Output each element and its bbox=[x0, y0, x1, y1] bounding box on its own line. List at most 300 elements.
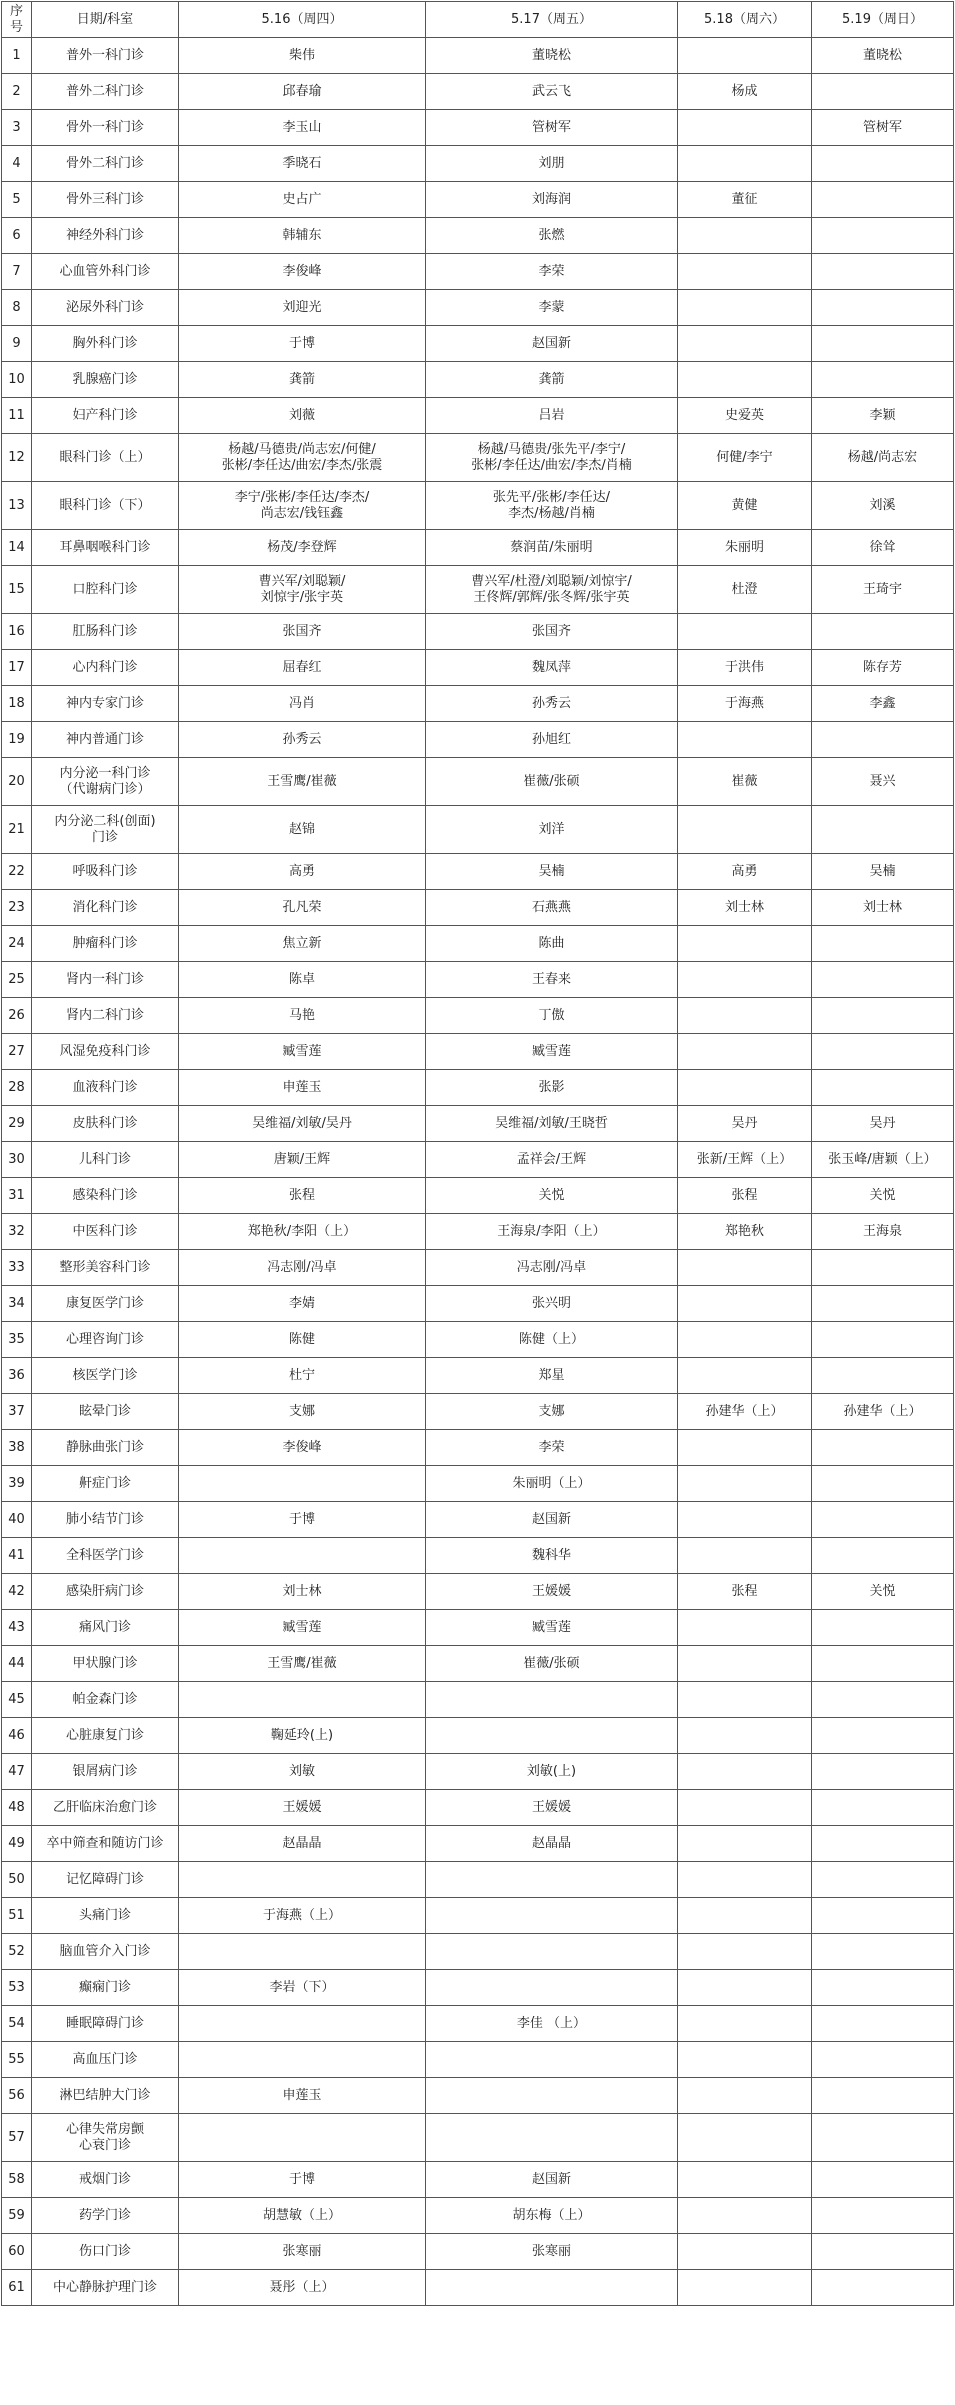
header-row bbox=[2, 2, 954, 38]
index-cell: 3 bbox=[2, 110, 32, 146]
index-cell: 59 bbox=[2, 2198, 32, 2234]
department-cell: 肛肠科门诊 bbox=[32, 614, 179, 650]
date-2-cell: 郑星 bbox=[426, 1358, 678, 1394]
date-1-cell bbox=[179, 1466, 426, 1502]
table-row bbox=[2, 2006, 954, 2042]
date-1-cell: 屈春红 bbox=[179, 650, 426, 686]
index-cell: 30 bbox=[2, 1142, 32, 1178]
index-cell: 1 bbox=[2, 38, 32, 74]
department-cell: 感染科门诊 bbox=[32, 1178, 179, 1214]
department-cell: 心血管外科门诊 bbox=[32, 254, 179, 290]
date-1-cell: 曹兴军/刘聪颖/ 刘惊宇/张宇英 bbox=[179, 566, 426, 614]
date-1-cell: 赵锦 bbox=[179, 806, 426, 854]
department-cell: 乙肝临床治愈门诊 bbox=[32, 1790, 179, 1826]
department-cell: 全科医学门诊 bbox=[32, 1538, 179, 1574]
date-1-cell bbox=[179, 1538, 426, 1574]
table-row bbox=[2, 218, 954, 254]
date-2-cell: 蔡润苗/朱丽明 bbox=[426, 530, 678, 566]
table-row bbox=[2, 182, 954, 218]
department-cell: 神经外科门诊 bbox=[32, 218, 179, 254]
schedule-body bbox=[2, 2, 954, 2306]
date-3-cell bbox=[678, 1754, 812, 1790]
date-4-cell: 董晓松 bbox=[812, 38, 954, 74]
date-1-cell: 张寒丽 bbox=[179, 2234, 426, 2270]
department-cell: 银屑病门诊 bbox=[32, 1754, 179, 1790]
date-4-cell: 孙建华（上） bbox=[812, 1394, 954, 1430]
table-row bbox=[2, 38, 954, 74]
date-3-cell bbox=[678, 1898, 812, 1934]
date-2-cell: 李荣 bbox=[426, 254, 678, 290]
date-3-cell bbox=[678, 998, 812, 1034]
index-cell: 32 bbox=[2, 1214, 32, 1250]
date-4-cell bbox=[812, 182, 954, 218]
department-cell: 内分泌二科(创面) 门诊 bbox=[32, 806, 179, 854]
date-2-cell bbox=[426, 1718, 678, 1754]
index-cell: 49 bbox=[2, 1826, 32, 1862]
date-3-cell: 杜澄 bbox=[678, 566, 812, 614]
department-cell: 骨外二科门诊 bbox=[32, 146, 179, 182]
date-2-cell: 丁傲 bbox=[426, 998, 678, 1034]
department-cell: 心内科门诊 bbox=[32, 650, 179, 686]
table-row bbox=[2, 1610, 954, 1646]
index-cell: 2 bbox=[2, 74, 32, 110]
index-cell: 16 bbox=[2, 614, 32, 650]
table-row bbox=[2, 1142, 954, 1178]
date-2-cell: 崔薇/张硕 bbox=[426, 1646, 678, 1682]
date-3-cell bbox=[678, 2234, 812, 2270]
date-1-cell: 杜宁 bbox=[179, 1358, 426, 1394]
header-cell-date-1: 5.16（周四） bbox=[179, 2, 426, 38]
table-row bbox=[2, 1070, 954, 1106]
date-1-cell: 焦立新 bbox=[179, 926, 426, 962]
date-2-cell: 王春来 bbox=[426, 962, 678, 998]
index-cell: 36 bbox=[2, 1358, 32, 1394]
date-1-cell: 邱春瑜 bbox=[179, 74, 426, 110]
index-cell: 31 bbox=[2, 1178, 32, 1214]
table-row bbox=[2, 1682, 954, 1718]
table-row bbox=[2, 962, 954, 998]
index-cell: 45 bbox=[2, 1682, 32, 1718]
date-2-cell: 孙秀云 bbox=[426, 686, 678, 722]
table-row bbox=[2, 2162, 954, 2198]
index-cell: 9 bbox=[2, 326, 32, 362]
date-3-cell bbox=[678, 806, 812, 854]
date-4-cell: 徐耸 bbox=[812, 530, 954, 566]
date-1-cell: 支娜 bbox=[179, 1394, 426, 1430]
date-3-cell: 高勇 bbox=[678, 854, 812, 890]
department-cell: 帕金森门诊 bbox=[32, 1682, 179, 1718]
date-3-cell bbox=[678, 1790, 812, 1826]
table-row bbox=[2, 1214, 954, 1250]
department-cell: 肺小结节门诊 bbox=[32, 1502, 179, 1538]
date-2-cell bbox=[426, 2270, 678, 2306]
department-cell: 癫痫门诊 bbox=[32, 1970, 179, 2006]
department-cell: 心脏康复门诊 bbox=[32, 1718, 179, 1754]
table-row bbox=[2, 1862, 954, 1898]
date-1-cell: 陈健 bbox=[179, 1322, 426, 1358]
index-cell: 29 bbox=[2, 1106, 32, 1142]
date-4-cell bbox=[812, 146, 954, 182]
table-row bbox=[2, 1538, 954, 1574]
table-row bbox=[2, 998, 954, 1034]
date-4-cell: 吴楠 bbox=[812, 854, 954, 890]
date-1-cell: 申莲玉 bbox=[179, 2078, 426, 2114]
department-cell: 骨外一科门诊 bbox=[32, 110, 179, 146]
index-cell: 57 bbox=[2, 2114, 32, 2162]
date-4-cell bbox=[812, 1646, 954, 1682]
date-4-cell: 李颖 bbox=[812, 398, 954, 434]
table-row bbox=[2, 530, 954, 566]
index-cell: 33 bbox=[2, 1250, 32, 1286]
header-cell-date-3: 5.18（周六） bbox=[678, 2, 812, 38]
index-cell: 17 bbox=[2, 650, 32, 686]
date-3-cell: 孙建华（上） bbox=[678, 1394, 812, 1430]
date-4-cell bbox=[812, 2006, 954, 2042]
date-3-cell bbox=[678, 1646, 812, 1682]
table-row bbox=[2, 614, 954, 650]
index-cell: 11 bbox=[2, 398, 32, 434]
table-row bbox=[2, 1502, 954, 1538]
date-4-cell: 李鑫 bbox=[812, 686, 954, 722]
table-row bbox=[2, 686, 954, 722]
date-1-cell: 陈卓 bbox=[179, 962, 426, 998]
date-2-cell: 刘敏(上) bbox=[426, 1754, 678, 1790]
date-3-cell: 张新/王辉（上） bbox=[678, 1142, 812, 1178]
department-cell: 乳腺癌门诊 bbox=[32, 362, 179, 398]
table-row bbox=[2, 722, 954, 758]
date-4-cell bbox=[812, 1358, 954, 1394]
index-cell: 21 bbox=[2, 806, 32, 854]
date-1-cell: 申莲玉 bbox=[179, 1070, 426, 1106]
date-1-cell: 张国齐 bbox=[179, 614, 426, 650]
header-cell-date-4: 5.19（周日） bbox=[812, 2, 954, 38]
table-row bbox=[2, 434, 954, 482]
date-1-cell bbox=[179, 2042, 426, 2078]
table-row bbox=[2, 1322, 954, 1358]
date-3-cell bbox=[678, 38, 812, 74]
index-cell: 61 bbox=[2, 2270, 32, 2306]
index-cell: 25 bbox=[2, 962, 32, 998]
date-4-cell: 杨越/尚志宏 bbox=[812, 434, 954, 482]
date-3-cell bbox=[678, 722, 812, 758]
date-1-cell: 龚箭 bbox=[179, 362, 426, 398]
date-4-cell bbox=[812, 326, 954, 362]
date-2-cell: 魏凤萍 bbox=[426, 650, 678, 686]
table-row bbox=[2, 254, 954, 290]
date-1-cell: 韩辅东 bbox=[179, 218, 426, 254]
table-row bbox=[2, 1466, 954, 1502]
index-cell: 51 bbox=[2, 1898, 32, 1934]
date-2-cell: 赵国新 bbox=[426, 326, 678, 362]
index-cell: 12 bbox=[2, 434, 32, 482]
table-row bbox=[2, 1430, 954, 1466]
date-3-cell: 黄健 bbox=[678, 482, 812, 530]
date-2-cell: 崔薇/张硕 bbox=[426, 758, 678, 806]
index-cell: 34 bbox=[2, 1286, 32, 1322]
date-4-cell bbox=[812, 1718, 954, 1754]
table-row bbox=[2, 2078, 954, 2114]
date-1-cell: 马艳 bbox=[179, 998, 426, 1034]
index-cell: 46 bbox=[2, 1718, 32, 1754]
table-row bbox=[2, 2114, 954, 2162]
index-cell: 14 bbox=[2, 530, 32, 566]
date-4-cell bbox=[812, 1790, 954, 1826]
date-1-cell: 吴维福/刘敏/吴丹 bbox=[179, 1106, 426, 1142]
department-cell: 核医学门诊 bbox=[32, 1358, 179, 1394]
index-cell: 53 bbox=[2, 1970, 32, 2006]
date-2-cell: 魏科华 bbox=[426, 1538, 678, 1574]
date-4-cell bbox=[812, 722, 954, 758]
department-cell: 神内普通门诊 bbox=[32, 722, 179, 758]
date-3-cell bbox=[678, 2114, 812, 2162]
date-4-cell bbox=[812, 806, 954, 854]
date-3-cell bbox=[678, 1358, 812, 1394]
department-cell: 心律失常房颤 心衰门诊 bbox=[32, 2114, 179, 2162]
index-cell: 52 bbox=[2, 1934, 32, 1970]
date-1-cell: 史占广 bbox=[179, 182, 426, 218]
date-1-cell: 王雪鹰/崔薇 bbox=[179, 1646, 426, 1682]
date-2-cell: 李蒙 bbox=[426, 290, 678, 326]
date-2-cell: 刘海润 bbox=[426, 182, 678, 218]
department-cell: 肾内一科门诊 bbox=[32, 962, 179, 998]
date-3-cell bbox=[678, 614, 812, 650]
date-4-cell bbox=[812, 1538, 954, 1574]
department-cell: 口腔科门诊 bbox=[32, 566, 179, 614]
date-4-cell bbox=[812, 1502, 954, 1538]
date-4-cell: 王琦宇 bbox=[812, 566, 954, 614]
index-cell: 10 bbox=[2, 362, 32, 398]
date-2-cell: 张寒丽 bbox=[426, 2234, 678, 2270]
date-2-cell bbox=[426, 2042, 678, 2078]
date-1-cell: 高勇 bbox=[179, 854, 426, 890]
table-row bbox=[2, 650, 954, 686]
date-2-cell: 张影 bbox=[426, 1070, 678, 1106]
date-4-cell bbox=[812, 2162, 954, 2198]
date-1-cell: 柴伟 bbox=[179, 38, 426, 74]
date-1-cell: 于博 bbox=[179, 326, 426, 362]
date-3-cell: 何健/李宁 bbox=[678, 434, 812, 482]
date-2-cell: 赵晶晶 bbox=[426, 1826, 678, 1862]
department-cell: 胸外科门诊 bbox=[32, 326, 179, 362]
index-cell: 8 bbox=[2, 290, 32, 326]
date-4-cell bbox=[812, 1970, 954, 2006]
date-3-cell bbox=[678, 146, 812, 182]
table-row bbox=[2, 1718, 954, 1754]
table-row bbox=[2, 1934, 954, 1970]
date-2-cell: 龚箭 bbox=[426, 362, 678, 398]
date-2-cell: 曹兴军/杜澄/刘聪颖/刘惊宇/ 王佟辉/郭辉/张冬辉/张宇英 bbox=[426, 566, 678, 614]
table-row bbox=[2, 2270, 954, 2306]
department-cell: 睡眠障碍门诊 bbox=[32, 2006, 179, 2042]
table-row bbox=[2, 1646, 954, 1682]
department-cell: 伤口门诊 bbox=[32, 2234, 179, 2270]
table-row bbox=[2, 2234, 954, 2270]
department-cell: 眼科门诊（上） bbox=[32, 434, 179, 482]
date-4-cell: 张玉峰/唐颖（上） bbox=[812, 1142, 954, 1178]
department-cell: 戒烟门诊 bbox=[32, 2162, 179, 2198]
date-2-cell: 胡东梅（上） bbox=[426, 2198, 678, 2234]
date-4-cell bbox=[812, 1898, 954, 1934]
date-2-cell: 孙旭红 bbox=[426, 722, 678, 758]
date-4-cell: 关悦 bbox=[812, 1178, 954, 1214]
date-2-cell bbox=[426, 1682, 678, 1718]
date-2-cell bbox=[426, 1862, 678, 1898]
index-cell: 43 bbox=[2, 1610, 32, 1646]
index-cell: 55 bbox=[2, 2042, 32, 2078]
date-4-cell: 刘士林 bbox=[812, 890, 954, 926]
index-cell: 38 bbox=[2, 1430, 32, 1466]
department-cell: 卒中筛查和随访门诊 bbox=[32, 1826, 179, 1862]
date-3-cell: 张程 bbox=[678, 1178, 812, 1214]
index-cell: 22 bbox=[2, 854, 32, 890]
index-cell: 28 bbox=[2, 1070, 32, 1106]
date-2-cell: 臧雪莲 bbox=[426, 1610, 678, 1646]
index-cell: 44 bbox=[2, 1646, 32, 1682]
date-2-cell: 张国齐 bbox=[426, 614, 678, 650]
date-1-cell: 孙秀云 bbox=[179, 722, 426, 758]
table-row bbox=[2, 1754, 954, 1790]
date-1-cell bbox=[179, 1862, 426, 1898]
table-row bbox=[2, 1178, 954, 1214]
index-cell: 24 bbox=[2, 926, 32, 962]
date-4-cell: 吴丹 bbox=[812, 1106, 954, 1142]
date-2-cell bbox=[426, 1898, 678, 1934]
date-3-cell bbox=[678, 962, 812, 998]
date-4-cell bbox=[812, 1430, 954, 1466]
index-cell: 23 bbox=[2, 890, 32, 926]
department-cell: 头痛门诊 bbox=[32, 1898, 179, 1934]
table-row bbox=[2, 398, 954, 434]
date-1-cell: 聂彤（上） bbox=[179, 2270, 426, 2306]
date-4-cell bbox=[812, 1466, 954, 1502]
date-1-cell: 郑艳秋/李阳（上） bbox=[179, 1214, 426, 1250]
date-2-cell: 赵国新 bbox=[426, 1502, 678, 1538]
table-row bbox=[2, 566, 954, 614]
department-cell: 肾内二科门诊 bbox=[32, 998, 179, 1034]
index-cell: 19 bbox=[2, 722, 32, 758]
date-3-cell bbox=[678, 1286, 812, 1322]
date-4-cell bbox=[812, 74, 954, 110]
date-4-cell bbox=[812, 1934, 954, 1970]
department-cell: 骨外三科门诊 bbox=[32, 182, 179, 218]
date-2-cell: 支娜 bbox=[426, 1394, 678, 1430]
date-2-cell: 李佳 （上） bbox=[426, 2006, 678, 2042]
date-4-cell bbox=[812, 1034, 954, 1070]
date-3-cell: 郑艳秋 bbox=[678, 1214, 812, 1250]
index-cell: 48 bbox=[2, 1790, 32, 1826]
department-cell: 耳鼻咽喉科门诊 bbox=[32, 530, 179, 566]
department-cell: 泌尿外科门诊 bbox=[32, 290, 179, 326]
date-3-cell bbox=[678, 926, 812, 962]
date-3-cell: 史爱英 bbox=[678, 398, 812, 434]
table-row bbox=[2, 74, 954, 110]
department-cell: 血液科门诊 bbox=[32, 1070, 179, 1106]
department-cell: 眼科门诊（下） bbox=[32, 482, 179, 530]
table-row bbox=[2, 806, 954, 854]
department-cell: 呼吸科门诊 bbox=[32, 854, 179, 890]
date-4-cell bbox=[812, 1070, 954, 1106]
date-1-cell: 冯志刚/冯卓 bbox=[179, 1250, 426, 1286]
date-3-cell: 杨成 bbox=[678, 74, 812, 110]
department-cell: 记忆障碍门诊 bbox=[32, 1862, 179, 1898]
index-cell: 35 bbox=[2, 1322, 32, 1358]
date-2-cell: 张先平/张彬/李任达/ 李杰/杨越/肖楠 bbox=[426, 482, 678, 530]
index-cell: 50 bbox=[2, 1862, 32, 1898]
date-4-cell: 聂兴 bbox=[812, 758, 954, 806]
index-cell: 4 bbox=[2, 146, 32, 182]
table-row bbox=[2, 146, 954, 182]
date-2-cell: 王媛媛 bbox=[426, 1790, 678, 1826]
department-cell: 皮肤科门诊 bbox=[32, 1106, 179, 1142]
date-3-cell: 崔薇 bbox=[678, 758, 812, 806]
department-cell: 淋巴结肿大门诊 bbox=[32, 2078, 179, 2114]
date-1-cell: 唐颖/王辉 bbox=[179, 1142, 426, 1178]
date-3-cell bbox=[678, 1934, 812, 1970]
date-2-cell: 吴维福/刘敏/王晓哲 bbox=[426, 1106, 678, 1142]
table-row bbox=[2, 1106, 954, 1142]
date-2-cell: 张燃 bbox=[426, 218, 678, 254]
department-cell: 普外二科门诊 bbox=[32, 74, 179, 110]
department-cell: 肿瘤科门诊 bbox=[32, 926, 179, 962]
date-4-cell bbox=[812, 1754, 954, 1790]
date-1-cell: 赵晶晶 bbox=[179, 1826, 426, 1862]
date-4-cell bbox=[812, 2078, 954, 2114]
department-cell: 眩晕门诊 bbox=[32, 1394, 179, 1430]
date-1-cell: 于博 bbox=[179, 1502, 426, 1538]
date-2-cell: 朱丽明（上） bbox=[426, 1466, 678, 1502]
department-cell: 甲状腺门诊 bbox=[32, 1646, 179, 1682]
index-cell: 26 bbox=[2, 998, 32, 1034]
index-cell: 7 bbox=[2, 254, 32, 290]
date-2-cell: 关悦 bbox=[426, 1178, 678, 1214]
table-row bbox=[2, 2198, 954, 2234]
date-3-cell: 吴丹 bbox=[678, 1106, 812, 1142]
date-1-cell: 杨茂/李登辉 bbox=[179, 530, 426, 566]
date-1-cell bbox=[179, 2114, 426, 2162]
date-1-cell: 鞠延玲(上) bbox=[179, 1718, 426, 1754]
table-row bbox=[2, 1826, 954, 1862]
date-4-cell: 管树军 bbox=[812, 110, 954, 146]
header-cell-index: 序号 bbox=[2, 2, 32, 38]
date-4-cell: 关悦 bbox=[812, 1574, 954, 1610]
date-4-cell bbox=[812, 2042, 954, 2078]
table-row bbox=[2, 1250, 954, 1286]
table-row bbox=[2, 890, 954, 926]
date-4-cell: 刘溪 bbox=[812, 482, 954, 530]
table-row bbox=[2, 926, 954, 962]
date-4-cell bbox=[812, 362, 954, 398]
date-3-cell bbox=[678, 1538, 812, 1574]
index-cell: 60 bbox=[2, 2234, 32, 2270]
date-2-cell bbox=[426, 1970, 678, 2006]
schedule-table bbox=[1, 1, 954, 2306]
date-3-cell bbox=[678, 1862, 812, 1898]
date-3-cell bbox=[678, 1718, 812, 1754]
date-1-cell: 臧雪莲 bbox=[179, 1034, 426, 1070]
date-3-cell bbox=[678, 326, 812, 362]
date-3-cell bbox=[678, 218, 812, 254]
date-4-cell bbox=[812, 2270, 954, 2306]
index-cell: 54 bbox=[2, 2006, 32, 2042]
index-cell: 41 bbox=[2, 1538, 32, 1574]
header-cell-department: 日期/科室 bbox=[32, 2, 179, 38]
date-3-cell bbox=[678, 1502, 812, 1538]
date-1-cell: 于海燕（上） bbox=[179, 1898, 426, 1934]
department-cell: 普外一科门诊 bbox=[32, 38, 179, 74]
date-4-cell bbox=[812, 1322, 954, 1358]
index-cell: 42 bbox=[2, 1574, 32, 1610]
department-cell: 内分泌一科门诊 （代谢病门诊） bbox=[32, 758, 179, 806]
